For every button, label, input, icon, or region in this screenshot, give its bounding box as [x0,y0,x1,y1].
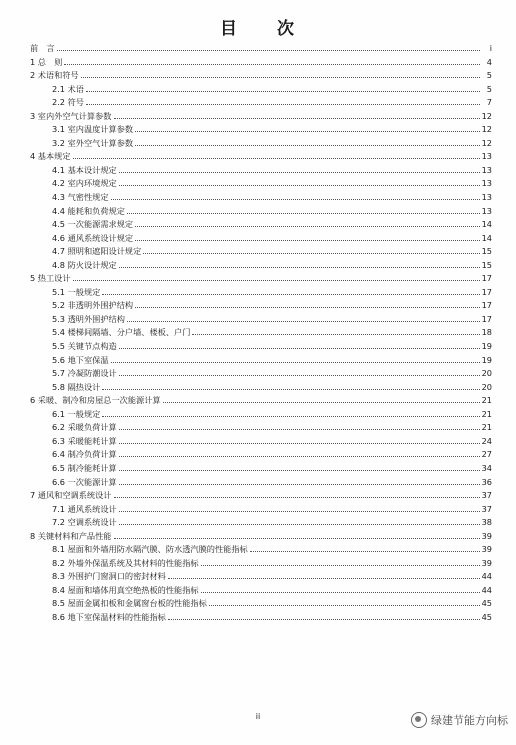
toc-entry-label: 5.2 非透明外围护结构 [52,300,134,311]
dot-leader [73,149,480,159]
toc-entry-page: 17 [481,286,492,297]
toc-entry-page: 7 [486,97,492,108]
toc-entry [30,366,492,380]
dot-leader [111,190,480,200]
toc-entry [30,68,492,82]
dot-leader [250,542,480,552]
dot-leader [86,82,480,92]
dot-leader [57,41,480,51]
toc-entry-label: 2.1 术语 [52,83,84,94]
toc-entry [30,583,492,597]
toc-entry [30,488,492,502]
toc-entry [30,353,492,367]
toc-entry-page: 13 [481,151,492,162]
toc-entry-label: 5.4 楼梯间隔墙、分户墙、楼板、户门 [52,327,191,338]
toc-entry-label: 4.7 照明和遮阳设计规定 [52,246,142,257]
dot-leader [119,434,480,444]
dot-leader [119,502,480,512]
toc-entry-page: 21 [481,395,492,406]
toc-entry [30,176,492,190]
toc-entry-page: 24 [481,435,492,446]
toc-entry-page: 19 [481,341,492,352]
dot-leader [119,447,480,457]
dot-leader [73,271,480,281]
dot-leader [119,366,480,376]
toc-entry [30,122,492,136]
toc-entry-page: 44 [481,571,492,582]
dot-leader [81,68,480,78]
toc-entry [30,204,492,218]
toc-entry-label: 6.5 制冷能耗计算 [52,462,117,473]
dot-leader [111,353,480,363]
toc-entry [30,190,492,204]
toc-entry [30,447,492,461]
toc-entry-page: 12 [481,137,492,148]
toc-entry-page: 34 [481,462,492,473]
toc-entry-page: 39 [481,544,492,555]
toc-entry [30,542,492,556]
toc-entry-page: 37 [481,503,492,514]
toc-entry-page: 45 [481,598,492,609]
dot-leader [127,204,480,214]
toc-entry-page: 13 [481,164,492,175]
toc-entry-label: 5.1 一般规定 [52,286,101,297]
toc-entry-label: 4.1 基本设计规定 [52,164,117,175]
toc-entry-page: 14 [481,232,492,243]
toc-entry [30,393,492,407]
toc-entry-label: 3.2 室外空气计算参数 [52,137,134,148]
dot-leader [143,244,479,254]
page-number: ii [255,712,261,721]
toc-entry-label: 3.1 室内温度计算参数 [52,124,134,135]
toc-entry-label: 5 热工设计 [30,273,71,284]
toc-entry [30,231,492,245]
toc-entry [30,475,492,489]
toc-entry-page: 36 [481,476,492,487]
toc-entry [30,55,492,69]
toc-entry-page: 21 [481,422,492,433]
table-of-contents [30,41,492,624]
toc-entry-label: 6.3 采暖能耗计算 [52,435,117,446]
toc-entry-page: 15 [481,246,492,257]
toc-entry-page: 38 [481,517,492,528]
toc-entry-label: 8.4 屋面和墙体用真空绝热板的性能指标 [52,584,199,595]
dot-leader [86,95,480,105]
toc-entry-label: 5.8 隔热设计 [52,381,101,392]
page-title: 目 次 [220,19,296,39]
toc-entry [30,325,492,339]
toc-entry-label: 4.8 防火设计规定 [52,259,117,270]
toc-entry-label: 6.2 采暖负荷计算 [52,422,117,433]
dot-leader [168,569,480,579]
toc-entry [30,529,492,543]
toc-entry-page: 39 [481,530,492,541]
toc-entry [30,380,492,394]
toc-entry [30,285,492,299]
toc-entry-page: 4 [486,56,492,67]
toc-entry-page: 27 [481,449,492,460]
toc-entry-label: 4.4 能耗和负荷规定 [52,205,125,216]
toc-entry [30,502,492,516]
dot-leader [201,556,480,566]
dot-leader [114,488,480,498]
toc-entry-label: 4.3 气密性规定 [52,192,109,203]
toc-entry-label: 7.2 空调系统设计 [52,517,117,528]
dot-leader [119,258,480,268]
toc-entry [30,312,492,326]
wechat-logo-icon [411,712,427,728]
watermark-text: 绿建节能方向标 [431,714,508,727]
dot-leader [135,122,479,132]
toc-entry [30,407,492,421]
toc-entry [30,610,492,624]
toc-entry-label: 6.4 制冷负荷计算 [52,449,117,460]
dot-leader [168,610,480,620]
dot-leader [135,231,479,241]
dot-leader [102,285,479,295]
toc-entry [30,149,492,163]
dot-leader [135,136,479,146]
dot-leader [114,529,480,539]
toc-entry-page: 17 [481,313,492,324]
toc-entry-page: 12 [481,124,492,135]
toc-entry-page: 20 [481,368,492,379]
toc-entry [30,82,492,96]
toc-entry-page: 13 [481,205,492,216]
dot-leader [127,312,480,322]
toc-entry-page: 5 [486,70,492,81]
toc-entry-label: 8.3 外围护门窗洞口的密封材料 [52,571,166,582]
toc-entry-page: 18 [481,327,492,338]
toc-entry-label: 8.6 地下室保温材料的性能指标 [52,611,166,622]
toc-entry-page: i [489,43,492,53]
toc-entry [30,136,492,150]
toc-entry [30,41,492,55]
toc-entry-label: 2.2 符号 [52,97,84,108]
dot-leader [119,515,480,525]
toc-entry-page: 15 [481,259,492,270]
dot-leader [135,298,479,308]
toc-entry-page: 44 [481,584,492,595]
toc-entry-label: 6.1 一般规定 [52,408,101,419]
toc-entry-label: 7.1 通风系统设计 [52,503,117,514]
toc-entry-label: 8.1 屋面和外墙用防水隔汽膜、防水透汽膜的性能指标 [52,544,248,555]
toc-entry-label: 前 言 [30,43,55,53]
dot-leader [135,217,479,227]
toc-entry-label: 8.5 屋面金属扣板和金属窗台板的性能指标 [52,598,207,609]
toc-entry-page: 37 [481,490,492,501]
toc-entry-page: 17 [481,300,492,311]
toc-entry-label: 8.2 外墙外保温系统及其材料的性能指标 [52,557,199,568]
toc-entry-page: 5 [486,83,492,94]
toc-entry-page: 19 [481,354,492,365]
toc-entry-label: 5.5 关键节点构造 [52,341,117,352]
toc-entry-page: 13 [481,192,492,203]
toc-entry-label: 6 采暖、制冷和房屋总一次能源计算 [30,395,161,406]
toc-entry [30,420,492,434]
dot-leader [119,339,480,349]
dot-leader [114,109,480,119]
toc-entry-label: 4.6 通风系统设计规定 [52,232,134,243]
toc-entry [30,271,492,285]
dot-leader [64,55,480,65]
dot-leader [163,393,480,403]
toc-entry-page: 21 [481,408,492,419]
toc-entry-label: 4.5 一次能源需求规定 [52,219,134,230]
toc-entry [30,163,492,177]
toc-entry [30,434,492,448]
toc-entry-label: 3 室内外空气计算参数 [30,110,112,121]
watermark [411,712,508,728]
toc-entry-page: 17 [481,273,492,284]
toc-entry-label: 8 关键材料和产品性能 [30,530,112,541]
toc-entry [30,569,492,583]
toc-entry [30,95,492,109]
toc-entry-label: 1 总 则 [30,56,63,67]
dot-leader [192,325,479,335]
toc-entry [30,109,492,123]
dot-leader [201,583,480,593]
toc-entry-page: 14 [481,219,492,230]
toc-entry-page: 20 [481,381,492,392]
toc-entry [30,596,492,610]
dot-leader [209,596,480,606]
toc-entry [30,244,492,258]
dot-leader [102,380,479,390]
toc-entry [30,217,492,231]
toc-entry-label: 4 基本规定 [30,151,71,162]
dot-leader [119,475,480,485]
dot-leader [119,163,480,173]
toc-entry-label: 5.3 透明外围护结构 [52,313,125,324]
toc-entry-label: 2 术语和符号 [30,70,79,81]
toc-entry-label: 5.7 冷凝防潮设计 [52,368,117,379]
toc-entry [30,556,492,570]
toc-entry-label: 6.6 一次能源计算 [52,476,117,487]
toc-entry-page: 45 [481,611,492,622]
toc-entry [30,515,492,529]
toc-entry-label: 5.6 地下室保温 [52,354,109,365]
toc-entry [30,298,492,312]
toc-entry-page: 12 [481,110,492,121]
dot-leader [119,420,480,430]
dot-leader [119,176,480,186]
toc-entry [30,258,492,272]
dot-leader [102,407,479,417]
toc-entry-page: 13 [481,178,492,189]
toc-entry-label: 7 通风和空调系统设计 [30,490,112,501]
toc-entry [30,461,492,475]
dot-leader [119,461,480,471]
toc-entry-label: 4.2 室内环境规定 [52,178,117,189]
toc-entry [30,339,492,353]
toc-entry-page: 39 [481,557,492,568]
